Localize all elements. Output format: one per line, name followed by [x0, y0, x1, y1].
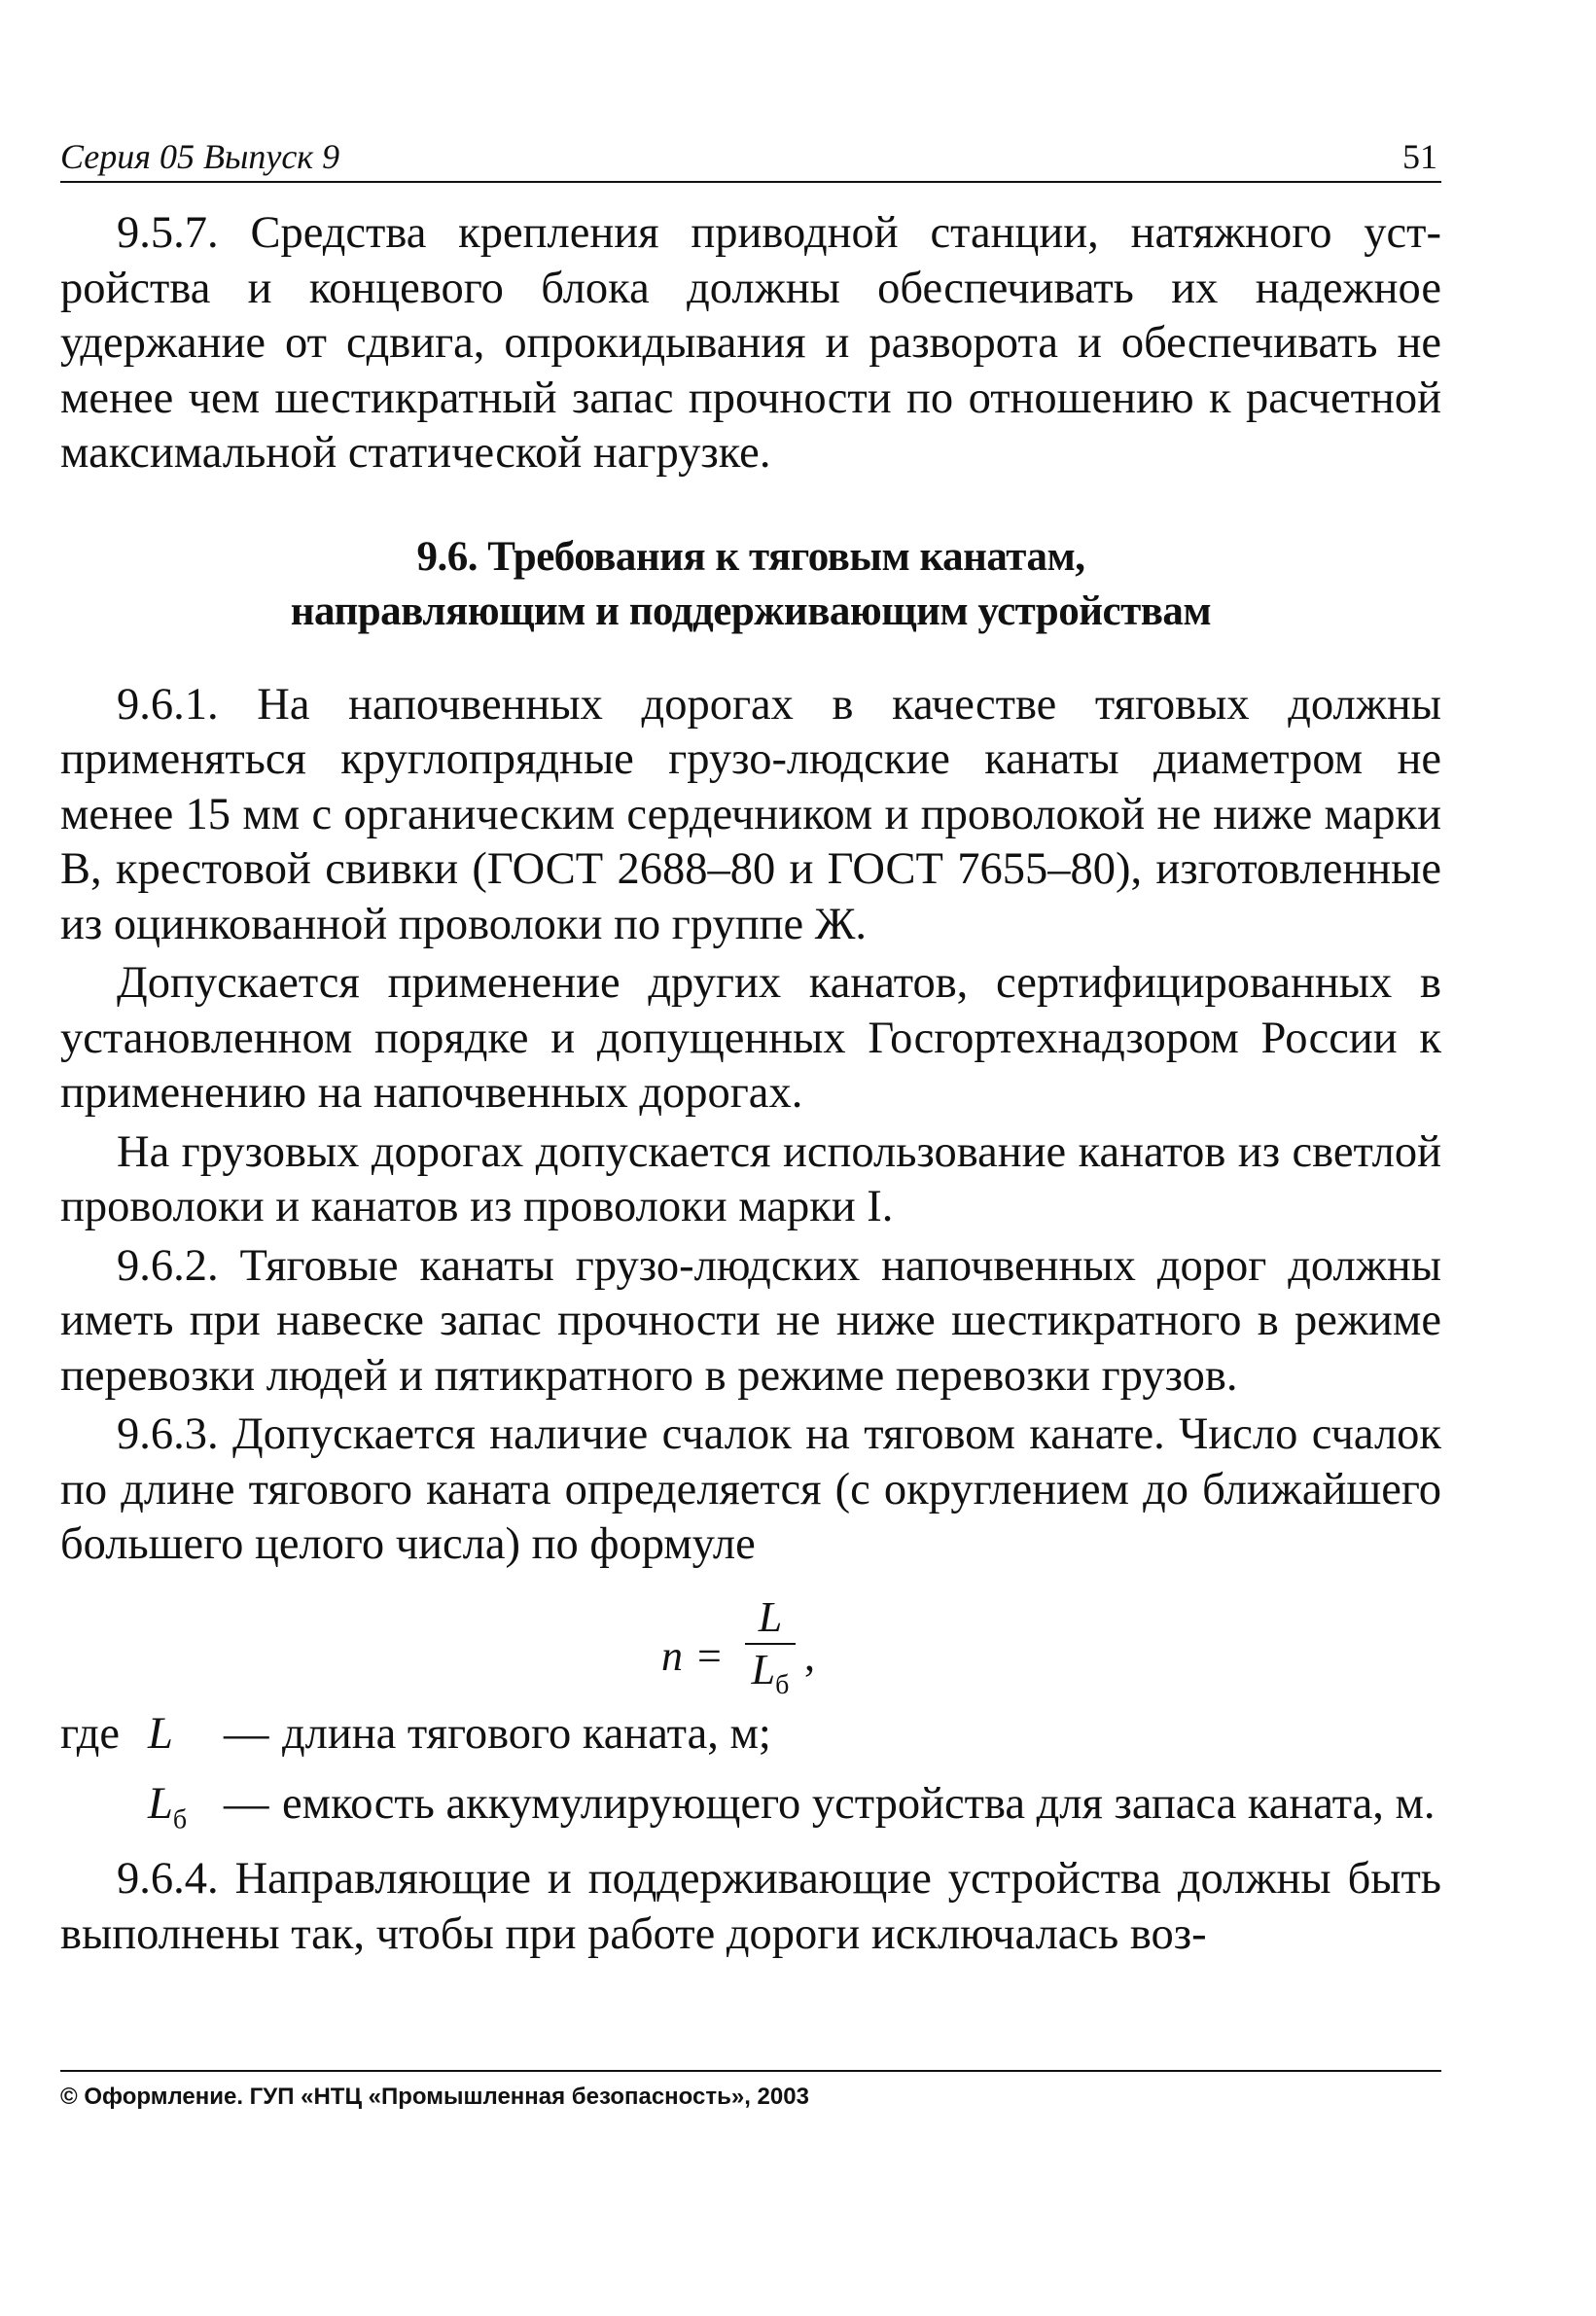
formula-denominator-subscript: б — [775, 1669, 790, 1700]
definition-symbol: $L_б$ — [148, 1779, 188, 1835]
definition-dash: — — [224, 1708, 269, 1759]
formula-equals: = — [697, 1631, 722, 1680]
definition-text: емкость аккумулирующего устройства для запаса каната, м. — [282, 1779, 1436, 1830]
formula-fraction — [741, 1592, 799, 1700]
splice-count-formula — [60, 1592, 1441, 1699]
body-text — [60, 206, 1441, 1962]
section-heading-line-1: 9.6. Требования к тяговым канатам, — [416, 533, 1085, 580]
formula-denominator: $L_б$ — [751, 1645, 790, 1700]
definition-text: длина тягового каната, м; — [282, 1708, 771, 1759]
copyright-footnote: © Оформление. ГУП «НТЦ «Промышленная безопасность», 2003 — [60, 2084, 809, 2110]
document-page — [60, 0, 1441, 2316]
section-heading — [60, 530, 1441, 639]
paragraph-9-6-1-cargo-roads: На грузовых дорогах допускается использование канатов из светлой проволоки и канатов из проволоки марки I. — [60, 1126, 1441, 1231]
paragraph-9-6-3: 9.6.3. Допускается наличие счалок на тяговом канате. Число счалок по длине тягового каната определяется (с округлением до ближайшего большего целого числа) по формуле — [60, 1409, 1441, 1569]
paragraph-9-6-1: 9.6.1. На напочвенных дорогах в качестве тяговых должны применяться круглопрядные грузо-людские канаты диаметром не менее 15 мм с органическим сердечником и проволокой не ниже марки В, крестовой свивки (ГОСТ 2688–80 и ГОСТ 7655–80), изготовленные из оцинкованной проволоки по группе Ж. — [60, 679, 1441, 949]
definition-symbol: L — [148, 1708, 173, 1759]
running-header — [60, 134, 1441, 183]
formula-definitions — [60, 1707, 1441, 1849]
where-label: где — [60, 1708, 121, 1759]
definition-dash: — — [224, 1779, 269, 1830]
section-heading-line-2: направляющим и поддерживающим устройствам — [290, 588, 1212, 634]
definition-row-L — [60, 1707, 1441, 1778]
formula-lhs: n — [661, 1631, 683, 1680]
page-number: 51 — [1402, 137, 1437, 176]
series-title: Серия 05 Выпуск 9 — [60, 137, 340, 176]
formula-comma: , — [804, 1631, 815, 1680]
paragraph-9-6-4: 9.6.4. Направляющие и поддерживающие устройства должны быть выполнены так, чтобы при работе дороги исключалась воз- — [60, 1854, 1441, 1959]
paragraph-9-5-7: 9.5.7. Средства крепления приводной станции, натяжного устройства и концевого блока должны обеспечивать их надежное удержание от сдвига, опрокидывания и разворота и обеспечивать не менее чем шестикратный запас прочности по отношению к расчетной максимальной статической нагрузке. — [60, 208, 1441, 478]
footnote-divider — [60, 2070, 1441, 2072]
paragraph-9-6-2: 9.6.2. Тяговые канаты грузо-людских напочвенных дорог должны иметь при навеске запас прочности не ниже шестикратного в режиме перевозки людей и пятикратного в режиме перевозки грузов. — [60, 1240, 1441, 1401]
definition-row-Lb — [60, 1777, 1441, 1848]
paragraph-9-6-1-other-ropes: Допускается применение других канатов, сертифицированных в установленном порядке и допущенных Госгортехнадзором России к применению на напочвенных дорогах. — [60, 958, 1441, 1118]
formula-numerator: L — [758, 1592, 783, 1641]
